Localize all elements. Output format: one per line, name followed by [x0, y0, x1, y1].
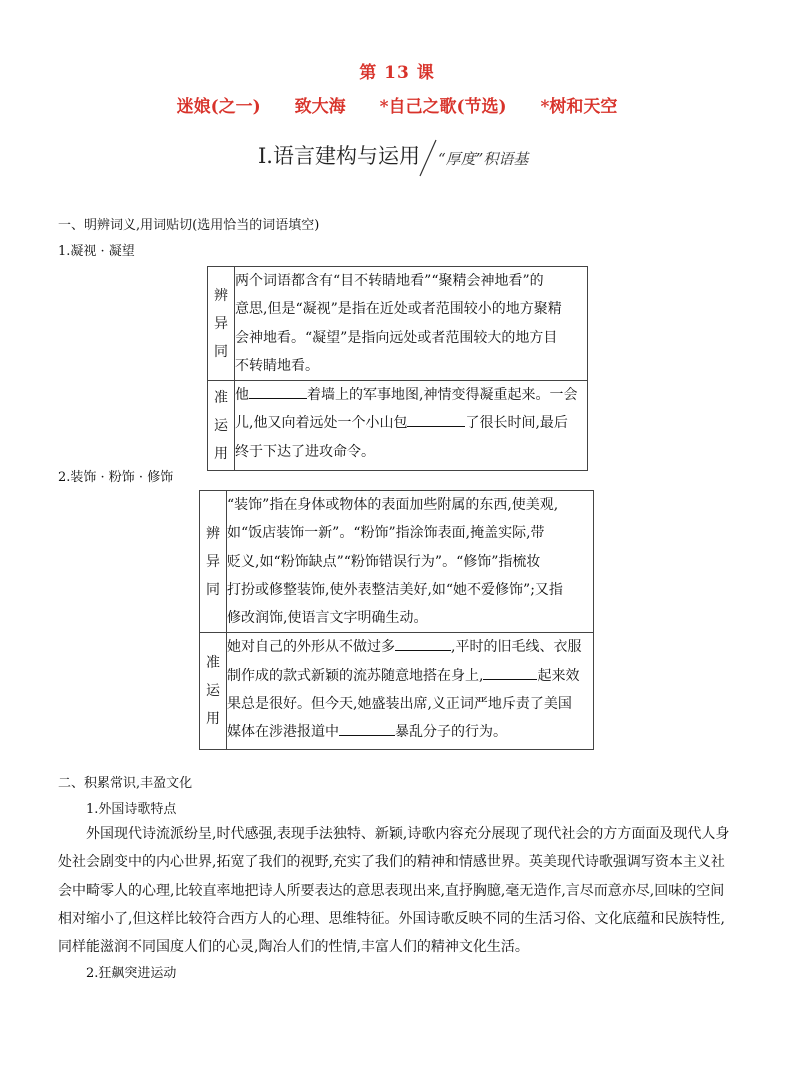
section-subtitle: “厚度”积语基	[438, 150, 529, 168]
lesson-number: 第 13 课	[359, 63, 435, 83]
q1-exercise: 他 着墙上的军事地图,神情变得凝重起来。一会 儿,他又向着远处一个小山包 了很长时间,最后 终于下达了进攻命令。	[235, 381, 588, 471]
part2-heading: 二、积累常识,丰盈文化	[58, 776, 193, 791]
title-song-of-myself: *自己之歌(节选)	[379, 97, 507, 117]
blank-1[interactable]	[249, 384, 307, 399]
q2-title: 2.装饰 · 粉饰 · 修饰	[58, 470, 174, 485]
q1-table	[207, 266, 588, 471]
section-banner	[258, 138, 558, 178]
q1-label-distinguish: 辨 异 同	[208, 267, 235, 381]
lesson-titles	[0, 92, 794, 117]
part1-heading: 一、明辨词义,用词贴切(选用恰当的词语填空)	[58, 218, 320, 233]
q2-explanation: “装饰”指在身体或物体的表面加些附属的东西,使美观, 如“饭店装饰一新”。“粉饰”指涂饰表面,掩盖实际,带 贬义,如“粉饰缺点”“粉饰错误行为”。“修饰”指梳妆 打扮或修整装饰,使外表整洁美好,如“她不爱修饰”;又指 修改润饰,使语言文字明确生动。	[227, 491, 594, 633]
q1-title: 1.凝视 · 凝望	[58, 244, 135, 259]
slash-divider	[418, 138, 438, 178]
q2-exercise: 她对自己的外形从不做过多 ,平时的旧毛线、衣服 制作成的款式新颖的流苏随意地搭在身上, 起来效 果总是很好。但今天,她盛装出席,义正词严地斥责了美国 媒体在涉港报道中 暴乱分子的行为。	[227, 633, 594, 750]
q1-label-apply: 准 运 用	[208, 381, 235, 471]
title-mignon: 迷娘(之一)	[176, 97, 261, 117]
q1-explanation: 两个词语都含有“目不转睛地看”“聚精会神地看”的 意思,但是“凝视”是指在近处或者范围较小的地方聚精 会神地看。“凝望”是指向远处或者范围较大的地方目 不转睛地看。	[235, 267, 588, 381]
blank-2[interactable]	[407, 412, 465, 427]
part2-sub2: 2.狂飙突进运动	[86, 966, 177, 981]
title-tree-and-sky: *树和天空	[540, 97, 618, 117]
blank-4[interactable]	[483, 665, 537, 680]
q2-table	[199, 490, 594, 750]
title-to-the-sea: 致大海	[294, 97, 346, 117]
blank-3[interactable]	[395, 636, 451, 651]
q2-label-distinguish: 辨 异 同	[200, 491, 227, 633]
q2-label-apply: 准 运 用	[200, 633, 227, 750]
section-title: Ⅰ.语言建构与运用	[258, 144, 420, 168]
foreign-poetry-paragraph: 外国现代诗流派纷呈,时代感强,表现手法独特、新颖,诗歌内容充分展现了现代社会的方方面面及现代人身 处社会剧变中的内心世界,拓宽了我们的视野,充实了我们的精神和情感世界。英美现代诗歌强调写资本主义社 会中畸零人的心理,比较直率地把诗人所要表达的意思表现出来,直抒胸臆,毫无造作,言尽而意亦尽,回味的空间 相对缩小了,但这样比较符合西方人的心理、思维特征。外国诗歌反映不同的生活习俗、文化底蕴和民族特性, 同样能滋润不同国度人们的心灵,陶冶人们的性情,丰富人们的精神文化生活。	[58, 826, 730, 956]
part2-sub1: 1.外国诗歌特点	[86, 802, 177, 817]
blank-5[interactable]	[339, 721, 395, 736]
